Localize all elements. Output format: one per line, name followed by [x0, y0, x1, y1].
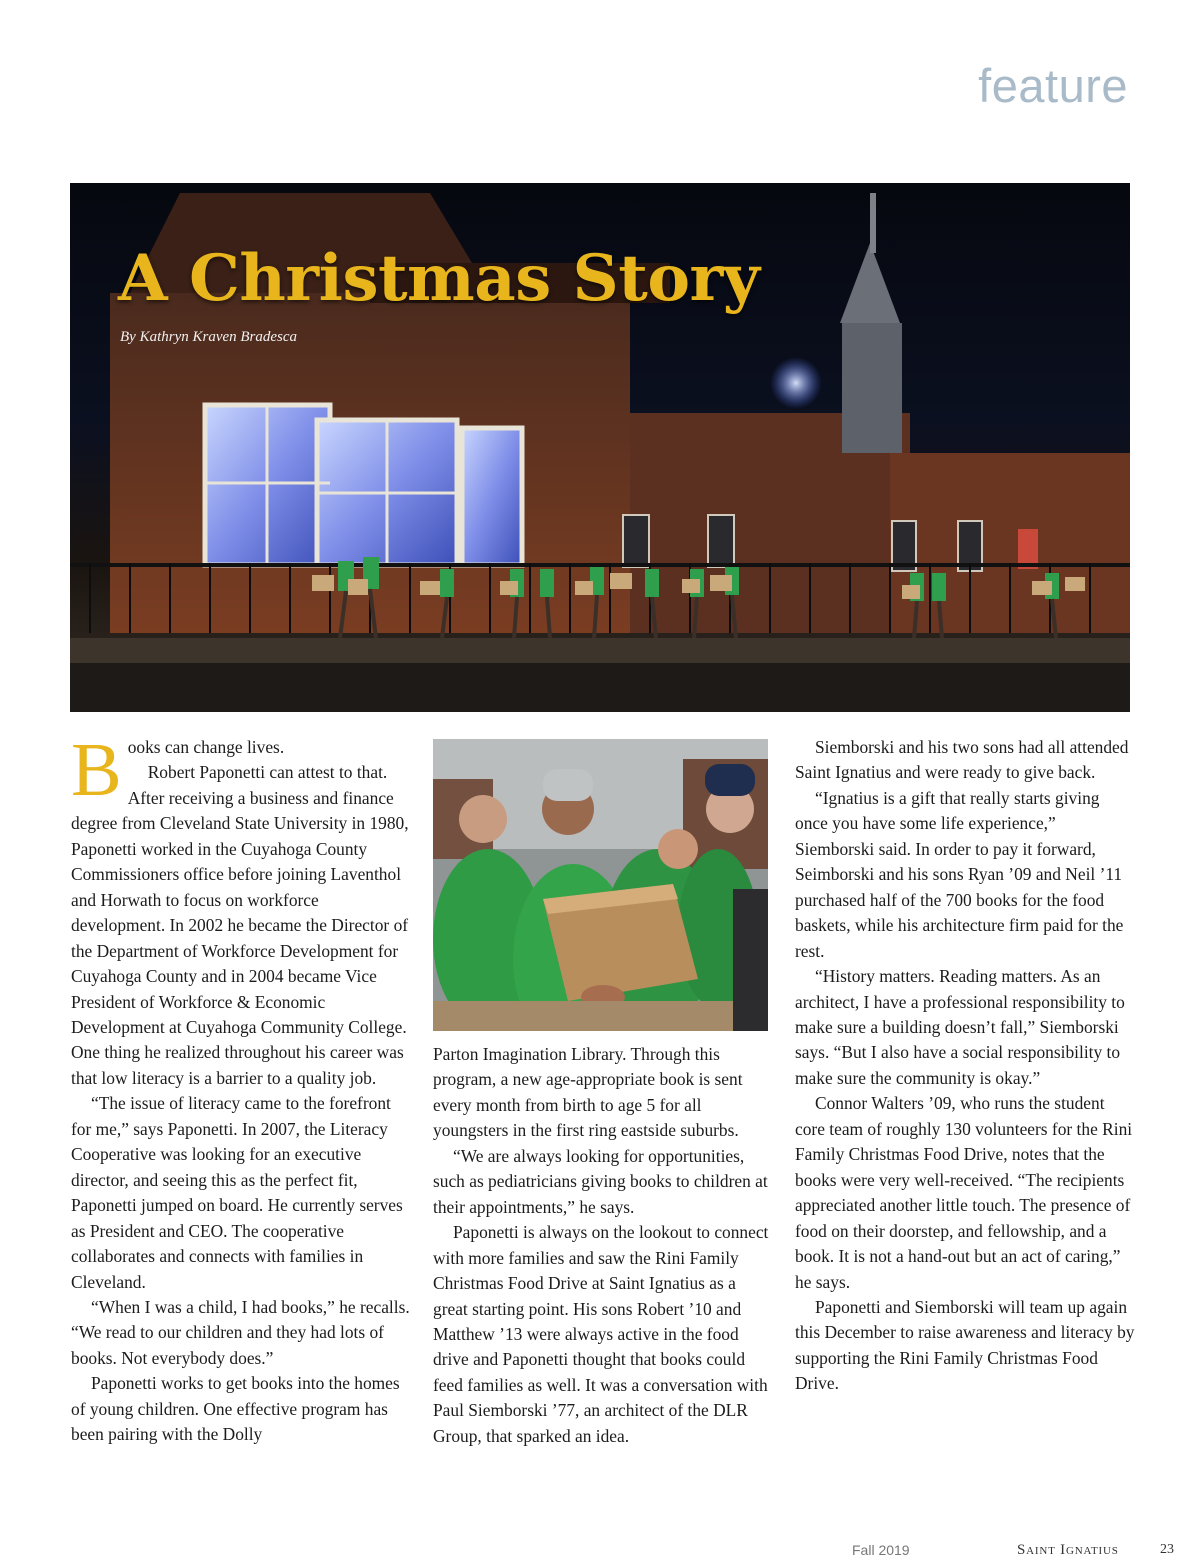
paragraph: “The issue of literacy came to the forefront for me,” says Paponetti. In 2007, the Literacy Cooperative was looking for an executive director, and seeing this as the perfect fit, Paponetti jumped on board. He currently serves as President and CEO. The cooperative collaborates and connects with families in Cleveland. — [71, 1093, 403, 1292]
drop-cap: B — [71, 728, 122, 812]
paragraph — [71, 728, 411, 812]
page-number: 23 — [1160, 1542, 1174, 1557]
paragraph: Paponetti is always on the lookout to connect with more families and saw the Rini Family Christmas Food Drive at Saint Ignatius as a great starting point. His sons Robert ’10 and Matthew ’13 were always active in the food drive and Paponetti thought that books could feed families as well. It was a conversation with Paul Siemborski ’77, an architect of the DLR Group, that sparked an idea. — [433, 1222, 769, 1446]
paragraph-text: ooks can change lives. — [127, 737, 285, 757]
inset-illustration — [433, 739, 768, 1031]
inset-photo — [433, 739, 768, 1031]
paragraph: Connor Walters ’09, who runs the student core team of roughly 130 volunteers for the Rini Family Christmas Food Drive, notes that the books were very well-received. “The recipients appreciated another little touch. The presence of food on their doorstep, and fellowship, and a book. It is not a hand-out but an act of caring,” he says. — [795, 1093, 1133, 1292]
paragraph: Paponetti and Siemborski will team up again this December to raise awareness and literacy by supporting the Rini Family Christmas Food Drive. — [795, 1296, 1135, 1394]
paragraph: “We are always looking for opportunities, such as pediatricians giving books to children at their appointments,” he says. — [433, 1145, 768, 1217]
column-1 — [71, 728, 411, 1448]
article-title: A Christmas Story — [118, 241, 760, 316]
paragraph: Siemborski and his two sons had all attended Saint Ignatius and were ready to give back. — [795, 737, 1129, 783]
hero-photo — [70, 183, 1130, 712]
byline: By Kathryn Kraven Bradesca — [120, 329, 298, 345]
section-label: feature — [978, 59, 1128, 112]
paragraph: Paponetti works to get books into the homes of young children. One effective program has been pairing with the Dolly — [71, 1373, 400, 1445]
footer-magazine: Saint Ignatius — [1017, 1542, 1119, 1558]
column-3 — [795, 735, 1135, 1397]
footer-issue: Fall 2019 — [852, 1542, 910, 1558]
paragraph: “History matters. Reading matters. As an architect, I have a professional responsibility to make sure a building doesn’t fall,” Siemborski says. “But I also have a social responsibility to make sure the community is okay.” — [795, 966, 1125, 1088]
paragraph: “Ignatius is a gift that really starts giving once you have some life experience,” Siemborski said. In order to pay it forward, Seimborski and his sons Ryan ’09 and Neil ’11 purchased half of the 700 books for the food baskets, while his architecture firm paid for the rest. — [795, 787, 1124, 961]
paragraph: Parton Imagination Library. Through this program, a new age-appropriate book is sent every month from birth to age 5 for all youngsters in the first ring eastside suburbs. — [433, 1044, 743, 1141]
paragraph: “When I was a child, I had books,” he recalls. “We read to our children and they had lots of books. Not everybody does.” — [71, 1296, 410, 1368]
column-2 — [433, 1042, 773, 1449]
paragraph: Robert Paponetti can attest to that. After receiving a business and finance degree from Cleveland State University in 1980, Paponetti worked in the Cuyahoga County Commissioners office before joining Laventhol and Horwath to focus on workforce development. In 2002 he became the Director of the Department of Workforce Development for Cuyahoga County and in 2004 became Vice President of Workforce & Economic Development at Cuyahoga Community College. One thing he realized throughout his career was that low literacy is a barrier to a quality job. — [71, 762, 409, 1088]
